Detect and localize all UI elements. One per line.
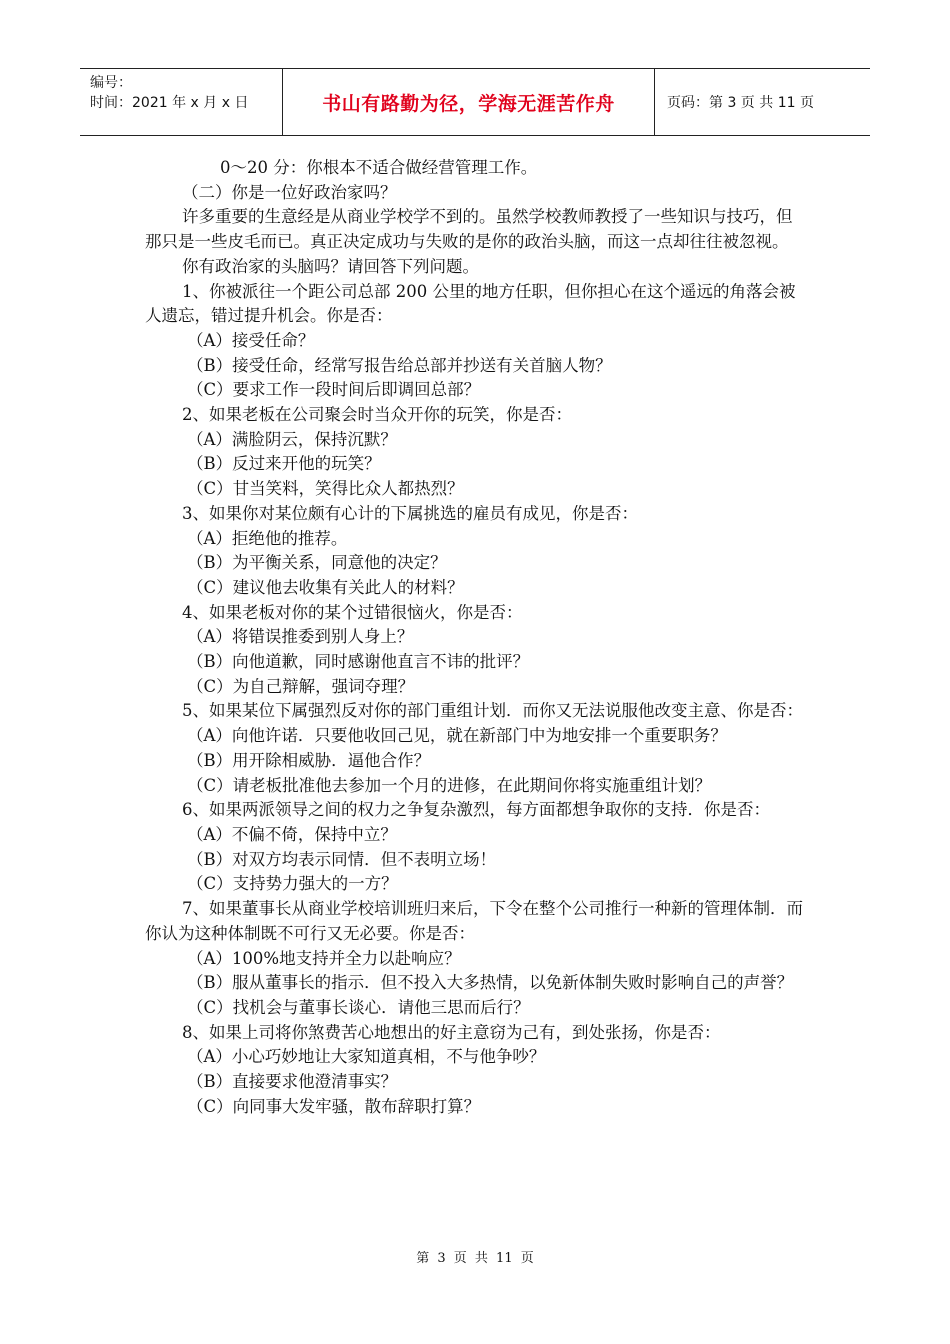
question-5-option-a: （A）向他许诺．只要他收回己见，就在新部门中为地安排一个重要职务？ [187,726,727,746]
question-7-option-a: （A）100%地支持并全力以赴响应？ [187,948,461,968]
question-5-option-c: （C）请老板批准他去参加一个月的进修，在此期间你将实施重组计划？ [187,775,712,795]
page-footer: 第 3 页 共 11 页 [416,1251,534,1266]
intro-paragraph: 许多重要的生意经是从商业学校学不到的。虽然学校教师教授了一些知识与技巧，但那只是一些皮毛而已。真正决定成功与失败的是你的政治头脑，而这一点却往往被忽视。 [145,207,793,252]
question-3: 3、如果你对某位颇有心计的下属挑选的雇员有成见，你是否： [182,503,638,523]
question-3-option-c: （C）建议他去收集有关此人的材料？ [187,577,464,597]
question-5: 5、如果某位下属强烈反对你的部门重组计划．而你又无法说服他改变主意、你是否： [182,701,803,721]
question-4-option-a: （A）将错误推委到别人身上？ [187,627,414,647]
instruction-line: 你有政治家的头脑吗？请回答下列问题。 [182,256,479,276]
question-4-option-b: （B）向他道歉，同时感谢他直言不讳的批评？ [187,652,530,672]
header-page-info: 页码：第 3 页 共 11 页 [667,95,814,111]
question-6-option-b: （B）对双方均表示同情．但不表明立场！ [187,849,497,869]
question-2-option-a: （A）满脸阴云，保持沉默？ [187,429,397,449]
question-4-option-c: （C）为自己辩解，强词夺理？ [187,676,415,696]
question-7: 7、如果董事长从商业学校培训班归来后，下令在整个公司推行一种新的管理体制．而你认为这种体制既不可行又无必要。你是否： [145,899,803,943]
question-1-option-a: （A）接受任命？ [187,330,315,350]
doc-code-label: 编号： [90,75,132,91]
question-1-option-b: （B）接受任命，经常写报告给总部并抄送有关首脑人物？ [187,355,612,375]
question-7-option-c: （C）找机会与董事长谈心．请他三思而后行？ [187,997,530,1017]
question-1-option-c: （C）要求工作一段时间后即调回总部？ [187,380,481,400]
header-motto: 书山有路勤为径，学海无涯苦作舟 [283,69,655,135]
question-6-option-a: （A）不偏不倚，保持中立？ [187,824,397,844]
question-4: 4、如果老板对你的某个过错很恼火，你是否： [182,602,523,622]
question-8-option-c: （C）向同事大发牢骚，散布辞职打算？ [187,1096,481,1116]
header-meta [80,69,283,135]
question-6: 6、如果两派领导之间的权力之争复杂激烈，每方面都想争取你的支持．你是否： [182,800,770,820]
question-3-option-a: （A）拒绝他的推荐。 [187,528,348,548]
question-1: 1、你被派往一个距公司总部 200 公里的地方任职，但你担心在这个遥远的角落会被人遗忘，错过提升机会。你是否： [145,281,796,326]
question-5-option-b: （B）用开除相威胁．逼他合作？ [187,750,431,770]
question-2: 2、如果老板在公司聚会时当众开你的玩笑，你是否： [182,405,572,425]
question-3-option-b: （B）为平衡关系，同意他的决定？ [187,553,447,573]
doc-date: 时间：2021 年 x 月 x 日 [90,95,249,111]
score-result-line: 0～20 分：你根本不适合做经营管理工作。 [220,158,538,177]
question-8-option-a: （A）小心巧妙地让大家知道真相，不与他争吵？ [187,1047,546,1067]
question-8: 8、如果上司将你煞费苦心地想出的好主意窃为己有，到处张扬，你是否： [182,1022,721,1042]
question-6-option-c: （C）支持势力强大的一方？ [187,874,398,894]
question-2-option-c: （C）甘当笑料，笑得比众人都热烈？ [187,479,464,499]
document-body [145,156,807,1119]
question-2-option-b: （B）反过来开他的玩笑？ [187,454,381,474]
question-7-option-b: （B）服从董事长的指示．但不投入大多热情，以免新体制失败时影响自己的声誉？ [187,973,794,993]
page-header [80,68,870,136]
question-8-option-b: （B）直接要求他澄清事实？ [187,1072,398,1092]
section-heading: （二）你是一位好政治家吗？ [182,182,397,202]
